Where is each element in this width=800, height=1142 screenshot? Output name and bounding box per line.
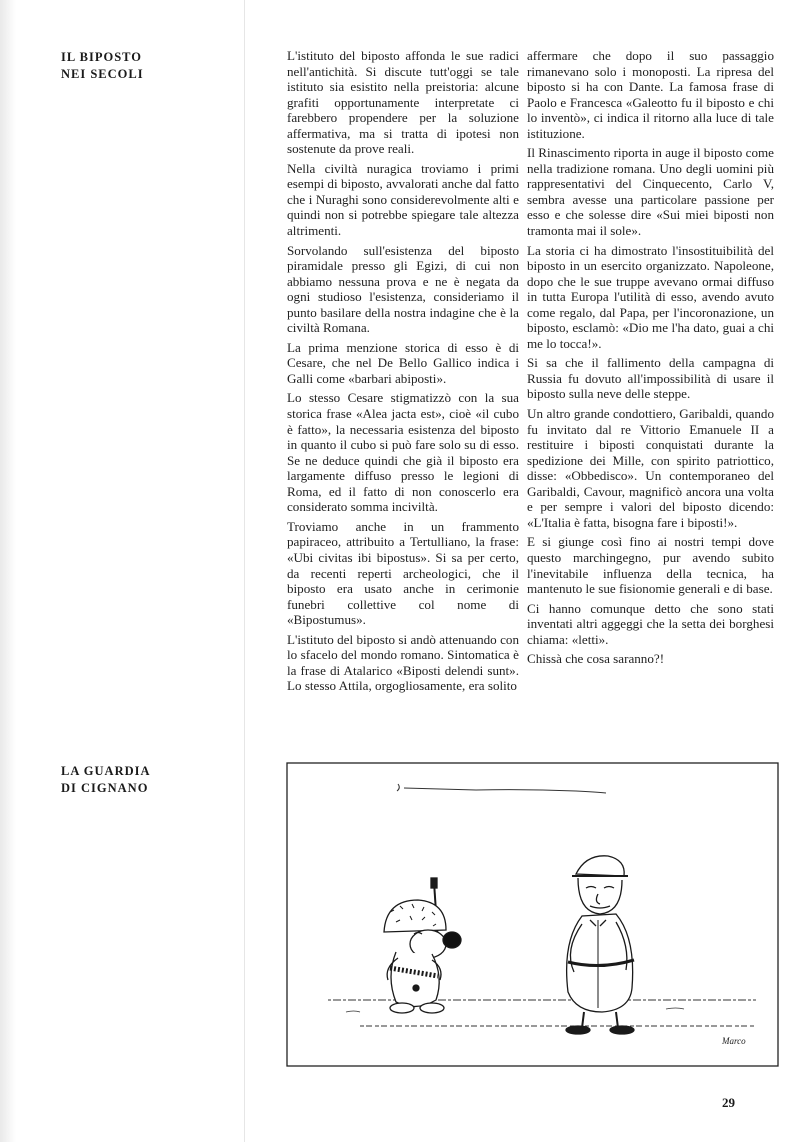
- paragraph: Sorvolando sull'esistenza del biposto piramidale presso gli Egizi, di cui non abbiamo nessuna prova e ne è negata da ogni studioso l'esistenza, consideriamo il punto basilare della nostra indagine che è la civiltà Romana.: [287, 242, 519, 336]
- paragraph: La storia ci ha dimostrato l'insostituibilità del biposto in un esercito organizzato. Napoleone, dopo che le sue truppe avevano ormai diffuso in tutta Europa l'utilità di esso, avendo avuto come regalo, dal Papa, per l'incoronazione, un biposto, esclamò: «Dio me l'ha dato, guai a chi me lo tocca!».: [527, 242, 774, 351]
- paragraph: Troviamo anche in un frammento papiraceo, attribuito a Tertulliano, la frase: «Ubi civitas ibi bipostus». Si sa per certo, da recenti reperti archeologici, che il biposto era usato anche in cerimonie funebri collettive col nome di «Bipostumus».: [287, 518, 519, 628]
- paragraph: L'istituto del biposto affonda le sue radici nell'antichità. Si discute tutt'oggi se tale istituto sia esistito nella preistoria: alcune grafiti opportunamente interpretate ci farebbero propendere per la soluzione affermativa, ma si tratta di ipotesi non sostenute da prove reali.: [287, 48, 519, 157]
- page-edge-shadow: [0, 0, 16, 1142]
- officer-character: [566, 856, 634, 1034]
- paragraph: Si sa che il fallimento della campagna di Russia fu dovuto all'impossibilità di usare il biposto sulla neve delle steppe.: [527, 355, 774, 402]
- cartoon-signature: Marco: [722, 1036, 746, 1046]
- paragraph: Ci hanno comunque detto che sono stati inventati altri aggeggi che la setta dei borghesi chiama: «letti».: [527, 600, 774, 647]
- cartoon-drawing: [286, 762, 779, 1067]
- paragraph: Lo stesso Cesare stigmatizzò con la sua storica frase «Alea jacta est», cioè «il cubo è fatto», la necessaria esistenza del biposto in quanto il cubo si può fare solo su di esso. Se ne deduce quindi che già il biposto era largamente diffuso presso le legioni di Roma, ed il fatto di non conoscerlo era considerato somma inciviltà.: [287, 390, 519, 515]
- paragraph: Un altro grande condottiero, Garibaldi, quando fu invitato dal re Vittorio Emanuele II a restituire i biposti conquistati durante la spedizione dei Mille, con spirito patriottico, disse: «Obbedisco». Un contemporaneo del Garibaldi, Cavour, magnificò ancora una volta e per sempre i valori del biposto dicendo: «L'Italia è fatta, bisogna fare i biposti!».: [527, 406, 774, 530]
- article-column-2: [527, 48, 774, 671]
- paragraph: La prima menzione storica di esso è di Cesare, che nel De Bello Gallico indica i Galli come «barbari abiposti».: [287, 339, 519, 386]
- cartoon-illustration: [286, 762, 779, 1067]
- article-column-1: [287, 48, 519, 698]
- paragraph: Nella civiltà nuragica troviamo i primi esempi di biposto, avvalorati anche dal fatto che i Nuraghi sono considerevolmente alti e quindi non si potrebbe spiegare tale altezza altrimenti.: [287, 160, 519, 239]
- paragraph: L'istituto del biposto si andò attenuando con lo sfacelo del mondo romano. Sintomatica è la frase di Atalarico «Biposti delendi sunt». Lo stesso Attila, orgogliosamente, era solito: [287, 631, 519, 694]
- soldier-character: [384, 878, 461, 1013]
- section-heading-guardia: LA GUARDIA DI CIGNANO: [61, 764, 151, 795]
- column-divider: [244, 0, 245, 1142]
- paragraph: Il Rinascimento riporta in auge il biposto come nella tradizione romana. Uno degli uomini più rappresentativi del Cinquecento, Carlo V, sembra avesse una particolare passione per esso e che solesse dire «Sui miei biposti non tramonta mai il sole».: [527, 145, 774, 239]
- page-number: 29: [722, 1095, 735, 1110]
- section-heading-biposto: IL BIPOSTO NEI SECOLI: [61, 50, 144, 81]
- paragraph: E si giunge così fino ai nostri tempi dove questo marchingegno, pur avendo subito l'inevitabile influenza della tecnica, ha mantenuto le sue fisionomie generali e di base.: [527, 534, 774, 597]
- paragraph: Chissà che cosa saranno?!: [527, 651, 665, 667]
- paragraph: affermare che dopo il suo passaggio rimanevano solo i monoposti. La ripresa del biposto si ha con Dante. La famosa frase di Paolo e Francesca «Galeotto fu il biposto e chi lo inventò», ci indica il ritorno alla luce di tale istituzione.: [527, 48, 774, 141]
